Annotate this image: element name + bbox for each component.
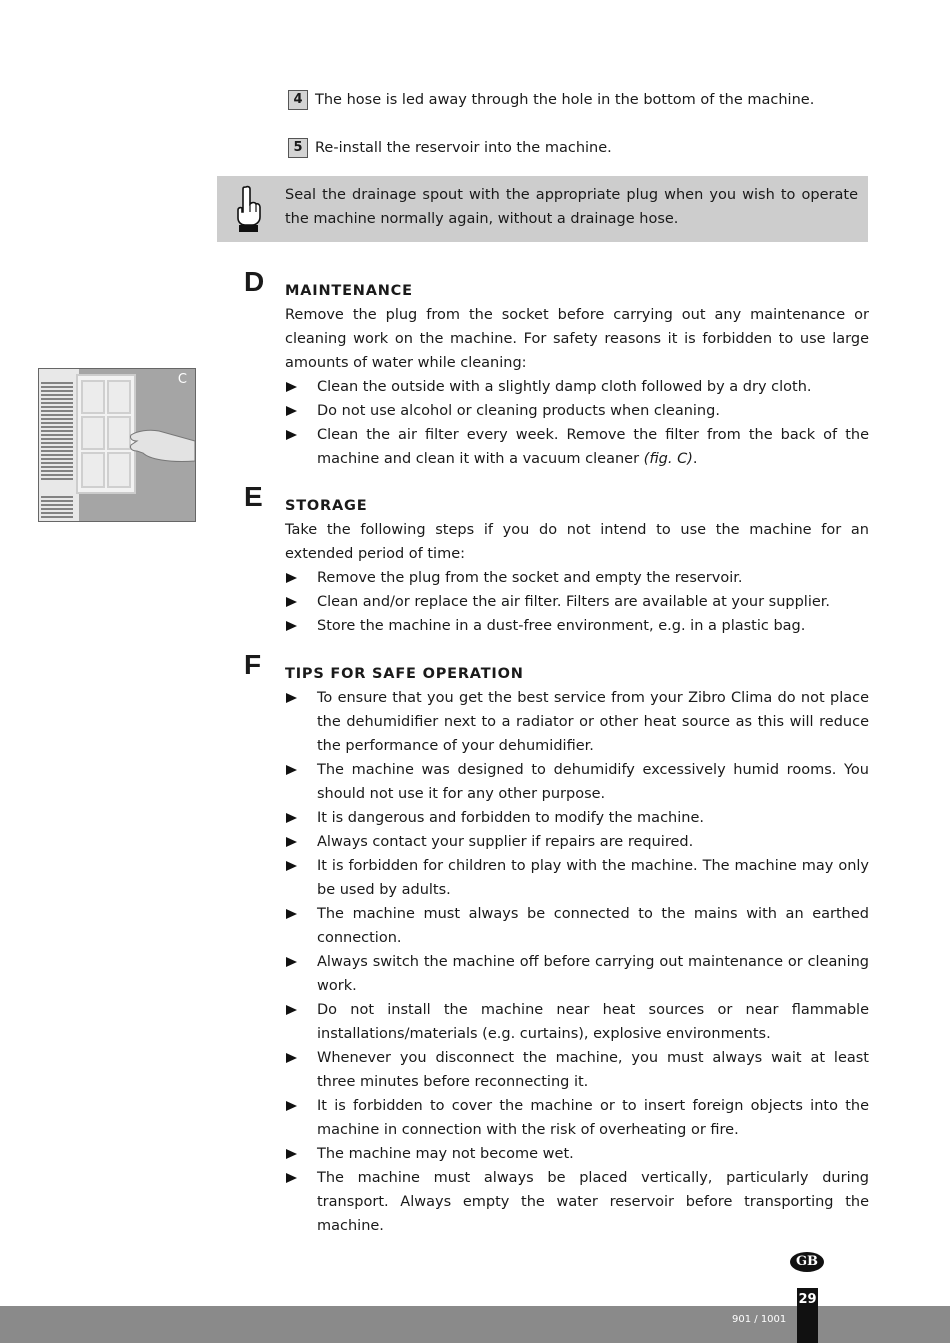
- note-text: Seal the drainage spout with the appropriate plug when you wish to operate the machine normally again, without a drainage hose.: [285, 187, 858, 227]
- section-intro: Take the following steps if you do not intend to use the machine for an extended period of time:: [285, 522, 869, 562]
- list-item-text: It is forbidden for children to play with the machine. The machine may only be used by adults.: [317, 858, 869, 898]
- bullet-arrow-icon: [286, 382, 297, 392]
- list-item-text: The machine must always be placed vertically, particularly during transport. Always empty the water reservoir before transporting the machine.: [317, 1170, 869, 1234]
- bullet-arrow-icon: [286, 406, 297, 416]
- section-maintenance: [244, 266, 869, 471]
- bullet-arrow-icon: [286, 621, 297, 631]
- bullet-arrow-icon: [286, 573, 297, 583]
- bullet-arrow-icon: [286, 957, 297, 967]
- list-item: [285, 566, 869, 590]
- bullet-arrow-icon: [286, 693, 297, 703]
- list-item-text: Do not install the machine near heat sources or near flammable installations/materials (e.g. curtains), explosive environments.: [317, 1002, 869, 1042]
- section-letter: E: [244, 481, 263, 512]
- bullet-arrow-icon: [286, 1053, 297, 1063]
- figure-label: C: [177, 372, 187, 387]
- bullet-arrow-icon: [286, 813, 297, 823]
- list-item: [285, 902, 869, 950]
- section-storage: [244, 481, 869, 638]
- section-heading: STORAGE: [285, 498, 368, 514]
- note-box: [217, 176, 868, 242]
- bullet-arrow-icon: [286, 765, 297, 775]
- section-letter: D: [244, 266, 265, 297]
- list-item: [285, 830, 869, 854]
- list-item-text: Clean and/or replace the air filter. Filters are available at your supplier.: [317, 594, 831, 610]
- list-item: [285, 950, 869, 998]
- bullet-arrow-icon: [286, 837, 297, 847]
- bullet-arrow-icon: [286, 597, 297, 607]
- list-item: Clean the air filter every week. Remove the filter from the back of the machine and clean it with a vacuum cleaner (fig. C).: [285, 423, 869, 471]
- section-intro: Remove the plug from the socket before carrying out any maintenance or cleaning work on the machine. For safety reasons it is forbidden to use large amounts of water while cleaning:: [285, 307, 869, 371]
- section-letter: F: [244, 649, 262, 680]
- step-4: [288, 88, 814, 112]
- list-item-text: Always contact your supplier if repairs are required.: [317, 834, 694, 850]
- list-item: [285, 686, 869, 758]
- step-text: Re-install the reservoir into the machine.: [315, 140, 612, 156]
- list-item-text: To ensure that you get the best service from your Zibro Clima do not place the dehumidifier next to a radiator or other heat source as this will reduce the performance of your dehumidifier.: [317, 690, 869, 754]
- list-item-text: The machine must always be connected to the mains with an earthed connection.: [317, 906, 869, 946]
- list-item: [285, 590, 869, 614]
- list-item: [285, 375, 869, 399]
- list-item: [285, 758, 869, 806]
- list-item: [285, 1166, 869, 1238]
- list-item-text: Whenever you disconnect the machine, you must always wait at least three minutes before reconnecting it.: [317, 1050, 869, 1090]
- bullet-arrow-icon: [286, 1005, 297, 1015]
- list-item: [285, 1046, 869, 1094]
- country-badge: GB: [790, 1252, 824, 1272]
- list-item: [285, 1142, 869, 1166]
- section-heading: TIPS FOR SAFE OPERATION: [285, 666, 524, 682]
- bullet-arrow-icon: [286, 1101, 297, 1111]
- list-item-text: Always switch the machine off before carrying out maintenance or cleaning work.: [317, 954, 869, 994]
- step-number: 4: [288, 90, 308, 110]
- list-item: [285, 854, 869, 902]
- section-safety-tips: [244, 649, 869, 1238]
- bullet-arrow-icon: [286, 430, 297, 440]
- bullet-list: [285, 375, 869, 471]
- bullet-list: [285, 566, 869, 638]
- bullet-arrow-icon: [286, 861, 297, 871]
- step-5: [288, 136, 612, 160]
- bullet-arrow-icon: [286, 1173, 297, 1183]
- section-heading: MAINTENANCE: [285, 283, 413, 299]
- bullet-arrow-icon: [286, 1149, 297, 1159]
- document-number: 901 / 1001: [732, 1314, 787, 1325]
- list-item-text: Do not use alcohol or cleaning products when cleaning.: [317, 403, 720, 419]
- step-number: 5: [288, 138, 308, 158]
- list-item: [285, 1094, 869, 1142]
- filter-photo: [38, 368, 196, 522]
- filter-illustration: [39, 369, 195, 521]
- page-number: 29: [797, 1288, 818, 1343]
- list-item: [285, 614, 869, 638]
- list-item: [285, 998, 869, 1046]
- step-text: The hose is led away through the hole in the bottom of the machine.: [315, 92, 815, 108]
- figure-reference: (fig. C): [643, 451, 693, 467]
- list-item: [285, 806, 869, 830]
- list-item-text: The machine was designed to dehumidify excessively humid rooms. You should not use it for any other purpose.: [317, 762, 869, 802]
- list-item-text: It is dangerous and forbidden to modify the machine.: [317, 810, 704, 826]
- list-item-text: Store the machine in a dust-free environment, e.g. in a plastic bag.: [317, 618, 806, 634]
- list-item-text: The machine may not become wet.: [317, 1146, 574, 1162]
- list-item-text: It is forbidden to cover the machine or to insert foreign objects into the machine in connection with the risk of overheating or fire.: [317, 1098, 869, 1138]
- bullet-arrow-icon: [286, 909, 297, 919]
- list-item-text: Clean the air filter every week. Remove the filter from the back of the machine and clean it with a vacuum cleaner: [317, 427, 869, 467]
- list-item-text: Remove the plug from the socket and empty the reservoir.: [317, 570, 743, 586]
- list-item-text: Clean the outside with a slightly damp cloth followed by a dry cloth.: [317, 379, 812, 395]
- pointing-hand-icon: [233, 184, 263, 234]
- list-item: [285, 399, 869, 423]
- bullet-list: [285, 686, 869, 1238]
